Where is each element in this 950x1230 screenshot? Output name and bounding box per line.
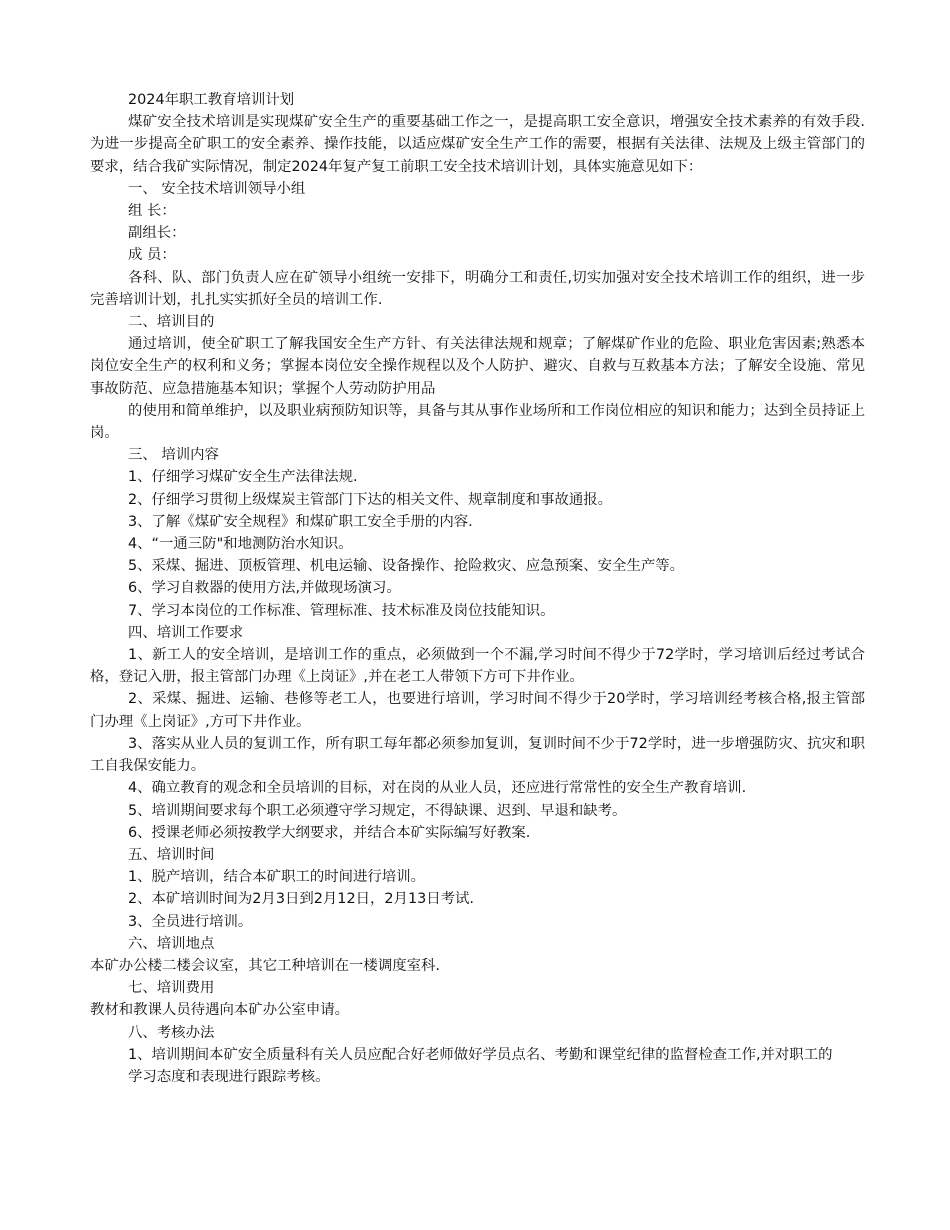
section-7-heading: 七、培训费用 [128,980,215,997]
section-3-heading: 三、 培训内容 [128,447,219,464]
list-item: 6、学习自救器的使用方法,并做现场演习。 [128,580,401,597]
section-6-heading: 六、培训地点 [128,935,215,952]
section-7-paragraph: 教材和教课人员待遇向本矿办公室申请。 [90,1002,350,1019]
section-5-heading: 五、培训时间 [128,846,215,863]
team-members-label: 成 员： [128,247,176,264]
section-8-heading: 八、考核办法 [128,1024,215,1041]
team-vice-leader-label: 副组长： [128,225,186,242]
section-2-paragraph-1: 通过培训，使全矿职工了解我国安全生产方针、有关法律法规和规章；了解煤矿作业的危险、职业危害因素;熟悉本岗位安全生产的权利和义务；掌握本岗位安全操作规程以及个人防护、避灾、自救与互救基本方法；了解安全设施、常见事故防范、应急措施基本知识；掌握个人劳动防护用品 [90,336,865,397]
list-item: 1、培训期间本矿安全质量科有关人员应配合好老师做好学员点名、考勤和课堂纪律的监督检查工作,并对职工的 [128,1046,833,1063]
list-item: 1、脱产培训，结合本矿职工的时间进行培训。 [128,869,425,886]
section-1-paragraph: 各科、队、部门负责人应在矿领导小组统一安排下，明确分工和责任,切实加强对安全技术培训工作的组织，进一步完善培训计划，扎扎实实抓好全员的培训工作. [90,269,865,308]
list-item: 4、“一通三防"和地测防治水知识。 [128,536,353,553]
list-item: 2、本矿培训时间为2月3日到2月12日，2月13日考试. [128,891,475,908]
section-6-paragraph: 本矿办公楼二楼会议室，其它工种培训在一楼调度室科. [90,957,440,974]
list-item-continuation: 学习态度和表现进行跟踪考核。 [128,1068,330,1085]
list-item: 5、培训期间要求每个职工必须遵守学习规定，不得缺课、迟到、早退和缺考。 [128,802,627,819]
list-item: 2、采煤、掘进、运输、巷修等老工人，也要进行培训，学习时间不得少于20学时，学习培训经考核合格,报主管部门办理《上岗证》,方可下井作业。 [90,691,865,730]
list-item: 3、落实从业人员的复训工作，所有职工每年都必须参加复训，复训时间不少于72学时，进一步增强防灾、抗灾和职工自我保安能力。 [90,735,865,775]
list-item: 5、采煤、掘进、顶板管理、机电运输、设备操作、抢险救灾、应急预案、安全生产等。 [128,558,685,575]
section-1-heading: 一、 安全技术培训领导小组 [128,180,306,197]
intro-paragraph: 煤矿安全技术培训是实现煤矿安全生产的重要基础工作之一，是提高职工安全意识，增强安全技术素养的有效手段.为进一步提高全矿职工的安全素养、操作技能，以适应煤矿安全生产工作的需要，根据有关法律、法规及上级主管部门的要求，结合我矿实际情况，制定2024年复产复工前职工安全技术培训计划，具体实施意见如下： [90,114,865,175]
team-leader-label: 组 长： [128,203,176,220]
list-item: 2、仔细学习贯彻上级煤炭主管部门下达的相关文件、规章制度和事故通报。 [128,491,613,508]
list-item: 3、了解《煤矿安全规程》和煤矿职工安全手册的内容. [128,513,473,530]
section-2-heading: 二、培训目的 [128,314,215,331]
list-item: 4、确立教育的观念和全员培训的目标，对在岗的从业人员，还应进行常常性的安全生产教育培训. [128,780,747,797]
section-4-heading: 四、培训工作要求 [128,624,244,641]
section-2-paragraph-2: 的使用和简单维护，以及职业病预防知识等，具备与其从事作业场所和工作岗位相应的知识和能力；达到全员持证上岗。 [90,402,865,442]
list-item: 1、仔细学习煤矿安全生产法律法规. [128,469,358,486]
document-title: 2024年职工教育培训计划 [128,92,295,108]
list-item: 7、学习本岗位的工作标准、管理标准、技术标准及岗位技能知识。 [128,602,555,619]
list-item: 3、全员进行培训。 [128,913,253,930]
list-item: 1、新工人的安全培训，是培训工作的重点，必须做到一个不漏,学习时间不得少于72学时，学习培训后经过考试合格，登记入册，报主管部门办理《上岗证》,并在老工人带领下方可下井作业。 [90,647,865,686]
list-item: 6、授课老师必须按教学大纲要求，并结合本矿实际编写好教案. [128,824,531,841]
document-page [90,89,865,1088]
